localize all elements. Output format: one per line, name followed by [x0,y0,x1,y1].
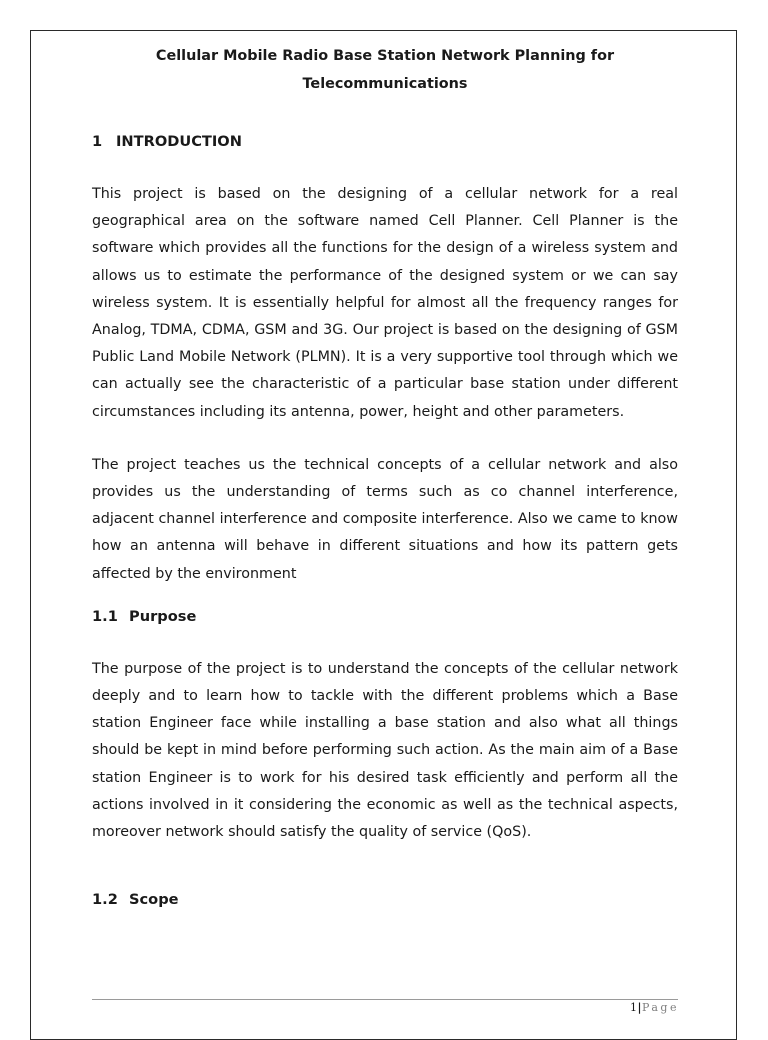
page-footer [630,1001,679,1014]
footer-separator: | [637,1001,642,1014]
section-heading-purpose [92,603,678,630]
section-number: 1 [92,133,103,150]
section-title: Purpose [129,607,197,625]
section-title: Scope [129,891,179,909]
section-number: 1.2 [92,891,118,909]
paragraph-introduction-1: This project is based on the designing of a cellular network for a real geographical area on the software named Cell Planner. Cell Planner is the software which provides all the functions for the design of a wireless system and allows us to estimate the performance of the designed system or we can say wireless system. It is essentially helpful for almost all the frequency ranges for Analog, TDMA, CDMA, GSM and 3G. Our project is based on the designing of GSM Public Land Mobile Network (PLMN). It is a very supportive tool through which we can actually see the characteristic of a particular base station under different circumstances including its antenna, power, height and other parameters. [92,186,678,420]
section-number: 1.1 [92,607,118,625]
page-label: Page [641,1001,679,1014]
page-number: 1 [629,1001,638,1014]
title-line-1: Cellular Mobile Radio Base Station Network Planning for [155,48,615,64]
document-page [30,30,737,1040]
footer-divider [92,999,678,1000]
title-line-2: Telecommunications [302,75,468,92]
page-content [92,43,678,913]
paragraph-introduction-2: The project teaches us the technical concepts of a cellular network and also provides us the understanding of terms such as co channel interference, adjacent channel interference and composite interference. Also we came to know how an antenna will behave in different situations and how its pattern gets affected by the environment [92,456,678,582]
section-heading-scope [92,886,678,913]
paragraph-purpose: The purpose of the project is to understand the concepts of the cellular network deeply and to learn how to tackle with the different problems which a Base station Engineer face while installing a base station and also what all things should be kept in mind before performing such action. As the main aim of a Base station Engineer is to work for his desired task efficiently and perform all the actions involved in it considering the economic as well as the technical aspects, moreover network should satisfy the quality of service (QoS). [92,660,678,841]
document-title [92,43,678,98]
section-heading-introduction [92,128,678,155]
section-title: INTRODUCTION [116,133,242,150]
